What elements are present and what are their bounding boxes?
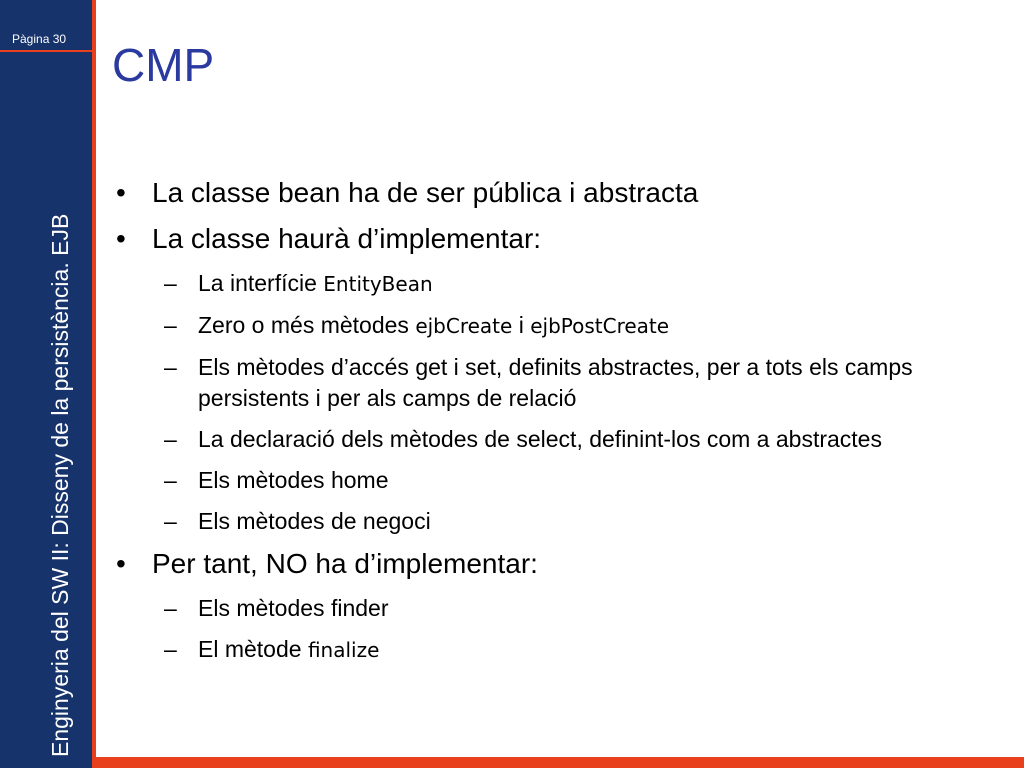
sub-item — [110, 268, 1000, 300]
dash-icon: – — [164, 270, 177, 296]
sub-item-text: Zero o més mètodes — [198, 312, 416, 338]
sub-item-text: Els mètodes de negoci — [198, 508, 431, 534]
sidebar — [0, 0, 92, 768]
sub-item-text: i — [512, 312, 531, 338]
sub-item-text: Els mètodes home — [198, 467, 389, 493]
dash-icon: – — [164, 426, 177, 452]
bullet-icon: • — [116, 223, 126, 254]
sub-item — [110, 634, 1000, 666]
sub-item-text: El mètode — [198, 636, 308, 662]
sub-item — [110, 310, 1000, 342]
dash-icon: – — [164, 354, 177, 380]
code-term: ejbPostCreate — [530, 314, 670, 338]
code-term: EntityBean — [323, 272, 433, 296]
bottom-accent-bar — [92, 757, 1024, 768]
sub-item — [110, 593, 1000, 624]
page-number: Pàgina 30 — [12, 32, 67, 46]
dash-icon: – — [164, 508, 177, 534]
code-term: ejbCreate — [415, 314, 513, 338]
sidebar-accent-line — [92, 0, 96, 768]
sub-item-text: La interfície — [198, 270, 324, 296]
bullet-item — [110, 176, 1000, 210]
sub-item-text: Els mètodes finder — [198, 595, 389, 621]
bullet-icon: • — [116, 548, 126, 579]
sub-item-text: Els mètodes d’accés get i set, definits abstractes, per a tots els camps persistents i per als camps de relació — [198, 354, 913, 411]
sub-item — [110, 506, 1000, 537]
page-divider — [0, 50, 92, 52]
bullet-text: Per tant, NO ha d’implementar: — [152, 548, 538, 579]
bullet-text: La classe haurà d’implementar: — [152, 223, 542, 254]
sub-item — [110, 352, 1000, 414]
bullet-item — [110, 547, 1000, 581]
dash-icon: – — [164, 467, 177, 493]
slide-content — [110, 176, 1000, 676]
dash-icon: – — [164, 312, 177, 338]
bullet-text: La classe bean ha de ser pública i abstracta — [152, 177, 699, 208]
sub-item — [110, 465, 1000, 496]
bullet-item — [110, 222, 1000, 256]
dash-icon: – — [164, 636, 177, 662]
slide-title: CMP — [112, 39, 215, 91]
code-term: finalize — [307, 638, 380, 662]
sub-item-text: La declaració dels mètodes de select, definint-los com a abstractes — [198, 426, 882, 452]
course-title: Enginyeria del SW II: Disseny de la persistència. EJB — [47, 213, 73, 757]
dash-icon: – — [164, 595, 177, 621]
bullet-icon: • — [116, 177, 126, 208]
sub-item — [110, 424, 1000, 455]
